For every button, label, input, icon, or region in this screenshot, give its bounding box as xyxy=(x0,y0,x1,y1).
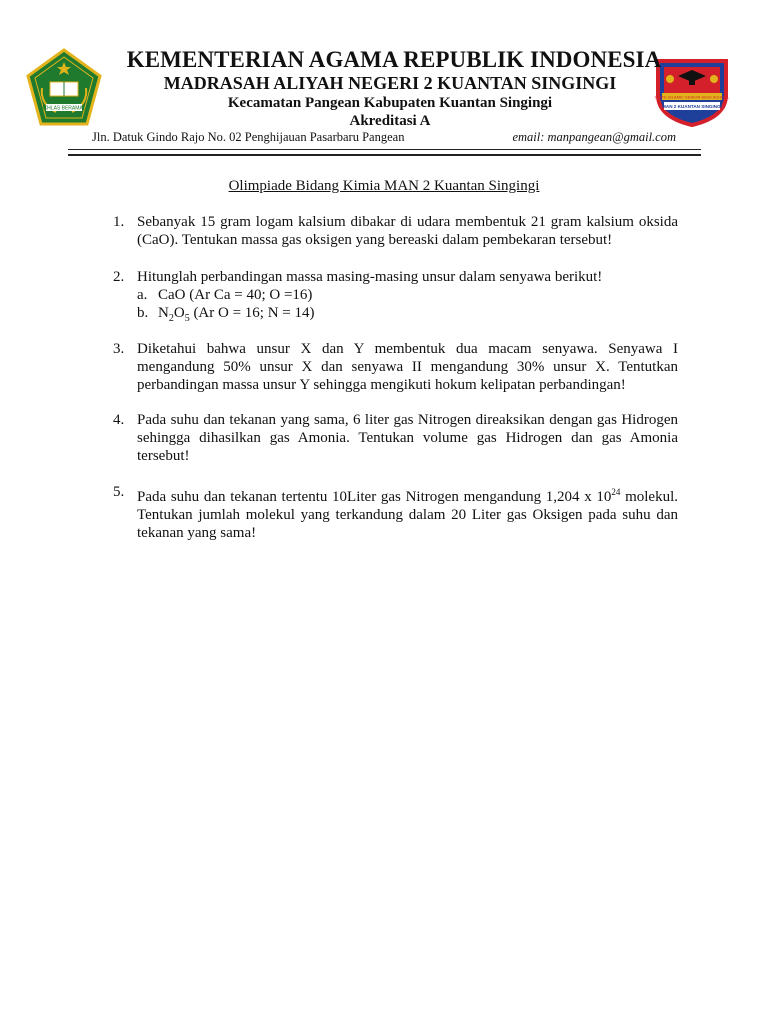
question-5 xyxy=(113,483,678,542)
right-logo-bottom-text: MAN 2 KUANTAN SINGINGI xyxy=(662,104,722,109)
document-title: Olimpiade Bidang Kimia MAN 2 Kuantan Singingi xyxy=(228,178,540,194)
right-logo-top-text: STATE ISLAMIC SENIOR HIGH SCHOOL xyxy=(654,94,730,100)
question-number: 5. xyxy=(113,484,125,500)
header-rule-thick xyxy=(68,154,701,156)
question-number: 3. xyxy=(113,341,125,357)
school-email: email: manpangean@gmail.com xyxy=(512,130,676,144)
question-number: 1. xyxy=(113,214,125,230)
question-text: Diketahui bahwa unsur X dan Y membentuk dua macam senyawa. Senyawa I mengandung 50% unsur X dan senyawa II mengandung 30% unsur X. Tentutkan perbandingan massa unsur Y sehingga mengikuti hokum kelipatan perbandingan! xyxy=(137,341,678,393)
district-line: Kecamatan Pangean Kabupaten Kuantan Singingi xyxy=(227,95,553,111)
sub-item-label: b. xyxy=(137,305,149,321)
sub-item-text: CaO (Ar Ca = 40; O =16) xyxy=(158,287,313,303)
question-number: 2. xyxy=(113,269,125,285)
question-number: 4. xyxy=(113,412,125,428)
question-text: Hitunglah perbandingan massa masing-masing unsur dalam senyawa berikut! xyxy=(137,269,603,285)
sub-item-label: a. xyxy=(137,287,148,303)
sub-item-b xyxy=(137,304,678,322)
accreditation-line: Akreditasi A xyxy=(349,113,431,129)
left-logo-motto: IKHLAS BERAMAL xyxy=(42,105,86,112)
ministry-title: KEMENTERIAN AGAMA REPUBLIK INDONESIA xyxy=(126,47,662,72)
question-2 xyxy=(113,268,678,322)
question-text: Sebanyak 15 gram logam kalsium dibakar di udara membentuk 21 gram kalsium oksida (CaO). Tentukan massa gas oksigen yang bereaski dalam pembekaran tersebut! xyxy=(137,214,678,248)
sub-item-formula: $N_2O_5$ (Ar O = 16; N = 14) xyxy=(158,305,315,324)
school-address: Jln. Datuk Gindo Rajo No. 02 Penghijauan Pasarbaru Pangean xyxy=(92,130,405,144)
question-text: Pada suhu dan tekanan tertentu 10Liter gas Nitrogen mengandung 1,204 x $10^{24}$ molekul. Tentukan jumlah molekul yang terkandung dalam 20 Liter gas Oksigen pada suhu dan tekanan yang sama! xyxy=(137,487,678,541)
question-1 xyxy=(113,213,678,249)
question-3 xyxy=(113,340,678,394)
school-name: MADRASAH ALIYAH NEGERI 2 KUANTAN SINGINGI xyxy=(163,73,617,93)
sub-item-a xyxy=(137,286,678,304)
header-rule-thin xyxy=(68,149,701,150)
question-4 xyxy=(113,411,678,465)
question-text: Pada suhu dan tekanan yang sama, 6 liter gas Nitrogen direaksikan dengan gas Hidrogen sehingga dihasilkan gas Amonia. Tentukan volume gas Hidrogen dan gas Amonia tersebut! xyxy=(137,412,678,464)
